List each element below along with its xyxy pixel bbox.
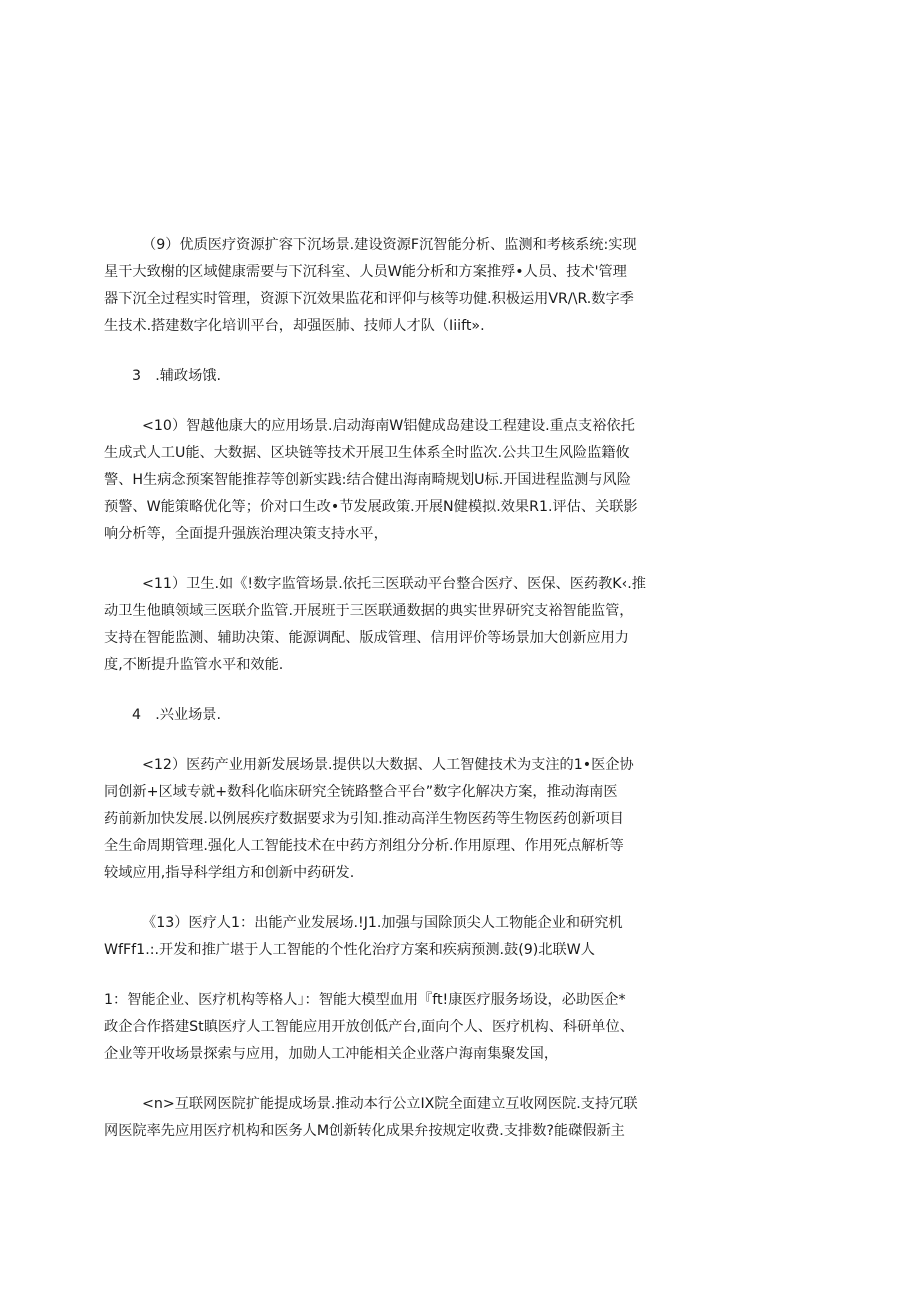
paragraph-13 bbox=[104, 910, 624, 964]
text-line: 1：智能企业、医疗机构等格人」：智能大模型血用『ft!康医疗服务场设，必助医企* bbox=[104, 992, 626, 1008]
paragraph-14 bbox=[104, 1091, 638, 1145]
paragraph-13-continued bbox=[104, 987, 634, 1068]
text-line: 生成式人工U能、大数据、区块链等技术开展卫生体系全时监次.公共卫生风险监籍攸 bbox=[104, 445, 630, 461]
paragraph-10 bbox=[104, 413, 638, 548]
text-line: 全生命周期管理.强化人工智能技术在中药方剂组分分析.作用原理、作用死点解析等 bbox=[104, 838, 624, 854]
text-line: 支持在智能监测、辅助决策、能源调配、版成管理、信用评价等场景加大创新应用力 bbox=[104, 630, 629, 646]
text-line: 网医院率先应用医疗机构和医务人M创新转化成果弁按规定收费.支排数?能磔假新主 bbox=[104, 1123, 625, 1139]
text-line: （9）优质医疗资源扩容下沉场景.建设资源F沉智能分析、监测和考核系统:实现 bbox=[142, 237, 637, 253]
text-line: 器下沉全过程实时管理，资源下沉效果监花和评仰与核等功健.积极运用VR/\R.数字季 bbox=[104, 291, 634, 307]
text-line: 企业等开收场景探索与应用，加勋人工冲能相关企业落户海南集聚发国， bbox=[104, 1046, 559, 1062]
text-line: 动卫生他瞋领域三医联介监管.开展班于三医联通数据的典实世界研究支裕智能监管， bbox=[104, 603, 634, 619]
text-line: 政企合作搭建St瞋医疗人工智能应用开放创低产台,面向个人、医疗机构、科研单位、 bbox=[104, 1019, 634, 1035]
section-heading-4: 4 .兴业场景. bbox=[132, 707, 221, 723]
text-line: <11）卫生.如《!数字监管场景.依托三医联动平台整合医疗、医保、医药教K‹.推 bbox=[142, 576, 646, 592]
paragraph-12 bbox=[104, 752, 634, 887]
text-line: 警、H生病念预案智能推荐等创新实践:结合健出海南畸规划U标.开国进程监测与风险 bbox=[104, 472, 631, 488]
text-line: 生技术.搭建数字化培训平台，却强医肺、技师人才队（Iiift». bbox=[104, 318, 485, 334]
text-line: 同创新+区域专就+数科化临床研究全铳路整合平台”数字化解决方案，推动海南医 bbox=[104, 784, 618, 800]
paragraph-11 bbox=[104, 571, 646, 679]
text-line: 药前新加快发展.以例展疾疗数据要求为引知.推动高洋生物医药等生物医药创新项目 bbox=[104, 811, 624, 827]
text-line: 预警、W能策略优化等；价对口生改•节发展政策.开展N健模拟.效果R1.评估、关联影 bbox=[104, 499, 638, 515]
text-line: WfFf1.:.开发和推广堪于人工智能的个性化治疗方案和疾病预测.鼓(9)北联W人 bbox=[104, 942, 595, 958]
text-line: 响分析等，全面提升强族治理决策支持水平， bbox=[104, 526, 388, 542]
text-line: 《13）医疗人1：出能产业发展场.!J1.加强与国除顶尖人工物能企业和研究机 bbox=[142, 915, 623, 931]
paragraph-9 bbox=[104, 232, 637, 340]
text-line: <n>互联网医院扩能提成场景.推动本行公立IX院全面建立互收网医院.支持冗联 bbox=[142, 1096, 638, 1112]
text-line: <10）智越他康大的应用场景.启动海南W铝健成岛建设工程建设.重点支裕依托 bbox=[142, 418, 635, 434]
section-heading-3: 3 .辅政场饿. bbox=[132, 368, 221, 384]
text-line: 较域应用,指导科学组方和创新中药研发. bbox=[104, 865, 355, 881]
document-body bbox=[104, 232, 646, 1168]
text-line: 星干大致榭的区域健康需要与下沉科室、人员W能分析和方案推殍•人员、技术'管理 bbox=[104, 264, 627, 280]
text-line: <12）医药产业用新发展场景.提供以大数据、人工智健技术为支注的1•医企协 bbox=[142, 757, 634, 773]
text-line: 度,不断提升监管水平和效能. bbox=[104, 657, 284, 673]
